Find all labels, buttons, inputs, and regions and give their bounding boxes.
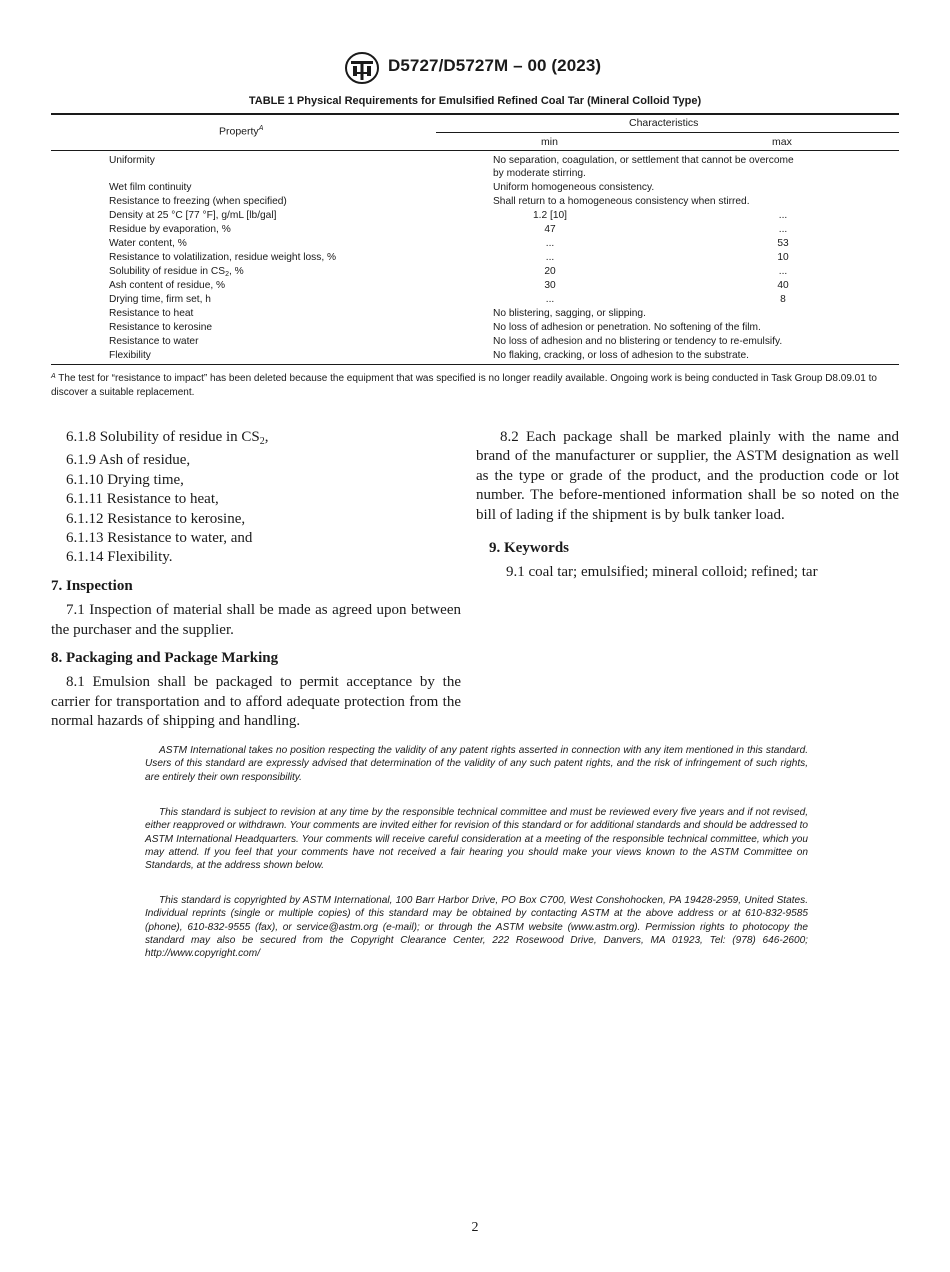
row-property: Uniformity [109,155,155,166]
row-property: Resistance to heat [109,308,194,319]
document-designation: D5727/D5727M – 00 (2023) [388,56,602,75]
paragraph-8-2: 8.2 Each package shall be marked plainly with the name and brand of the manufacturer or supplier, the ASTM designation as well as the type or grade of the product, and the production code or lot number. The before-mentioned information shall be so noted on the bill of lading if the shipment is by bulk tanker load. [476,429,899,523]
table-top-rule [51,113,899,115]
row-property: Resistance to kerosine [109,322,213,333]
row-max: 53 [777,238,789,249]
row-min: 47 [544,224,556,235]
list-item: 6.1.9 Ash of residue, [66,452,191,469]
table-title: TABLE 1 Physical Requirements for Emulsified Refined Coal Tar (Mineral Colloid Type) [248,95,702,107]
footnote-mark: A [258,125,264,132]
row-characteristic: Shall return to a homogeneous consistency when stirred. [493,196,750,207]
row-property: Residue by evaporation, % [109,224,231,235]
row-property: Water content, % [109,238,187,249]
row-min: 30 [544,280,556,291]
row-max: ... [778,224,788,235]
row-min: ... [545,252,555,263]
row-property: Density at 25 °C [77 °F], g/mL [lb/gal] [109,210,277,221]
row-characteristic: No separation, coagulation, or settlement that cannot be overcome by moderate stirring. [493,155,794,179]
footnote-mark: A [51,373,56,380]
row-property: Ash content of residue, % [109,280,226,291]
section-heading-inspection: 7. Inspection [51,577,133,594]
row-min: 20 [544,266,556,277]
revision-notice: This standard is subject to revision at any time by the responsible technical committee and must be reviewed every five years and if not revised, either reapproved or withdrawn. Your comments are invited either for revision of this standard or for additional standards and should be addressed to ASTM International Headquarters. Your comments will receive careful consideration at a meeting of the responsible technical committee, which you may attend. If you feel that your comments have not received a fair hearing you should make your views known to the ASTM Committee on Standards, at the address shown below. [145,807,809,872]
table-header-property: Property$^A$ [219,125,264,138]
row-characteristic: Uniform homogeneous consistency. [493,182,655,193]
table-header-sub-rule [436,132,899,133]
list-item: 6.1.13 Resistance to water, and [66,530,253,547]
row-max: ... [778,266,788,277]
left-column [51,428,461,732]
row-max: 40 [777,280,789,291]
table-bottom-rule [51,364,899,365]
paragraph-8-1: 8.1 Emulsion shall be packaged to permit acceptance by the carrier for transportation and to afford adequate protection from the normal hazards of shipping and handling. [51,674,461,730]
row-property: Wet film continuity [109,182,192,193]
page-header [0,52,950,84]
row-property: Flexibility [109,350,151,361]
row-property: Solubility of residue in $CS_2$, % [109,266,244,278]
patent-notice: ASTM International takes no position respecting the validity of any patent rights asserted in connection with any item mentioned in this standard. Users of this standard are expressly advised that determination of the validity of any such patent rights, and the risk of infringement of such rights, are entirely their own responsibility. [145,745,808,783]
list-item: 6.1.11 Resistance to heat, [66,491,219,508]
list-item: 6.1.8 Solubility of residue in $CS_2$, [66,429,269,447]
paragraph-9-1: 9.1 coal tar; emulsified; mineral colloid; refined; tar [506,564,818,581]
list-item: 6.1.14 Flexibility. [66,549,173,566]
right-column [476,428,899,583]
page-number: 2 [471,1220,479,1235]
table-footnote: $^A$ The test for “resistance to impact” has been deleted because the equipment that was specified is no longer readily available. Ongoing work is being conducted in Task Group D8.09.01 to discover a suitable replacement. [51,373,877,398]
table-header-rule [51,150,899,151]
row-property: Drying time, firm set, h [109,294,211,305]
row-min: 1.2 [10] [533,210,567,221]
section-heading-packaging: 8. Packaging and Package Marking [51,650,279,667]
list-item: 6.1.10 Drying time, [66,471,184,488]
row-characteristic: No blistering, sagging, or slipping. [493,308,646,319]
table-header-min: min [541,136,558,148]
row-property: Resistance to freezing (when specified) [109,196,287,207]
table-header-max: max [772,136,792,148]
row-characteristic: No flaking, cracking, or loss of adhesion to the substrate. [493,350,749,361]
table-header-characteristics: Characteristics [629,117,699,129]
row-characteristic: No loss of adhesion or penetration. No softening of the film. [493,322,761,333]
section-heading-keywords: 9. Keywords [489,540,569,557]
row-property: Resistance to water [109,336,199,347]
row-characteristic: No loss of adhesion and no blistering or tendency to re-emulsify. [493,336,783,347]
row-max: 10 [777,252,789,263]
row-max: 8 [780,294,786,305]
paragraph-7-1: 7.1 Inspection of material shall be made as agreed upon between the purchaser and the supplier. [51,602,461,638]
astm-logo-icon [344,52,380,84]
row-min: ... [545,294,555,305]
row-min: ... [545,238,555,249]
list-item: 6.1.12 Resistance to kerosine, [66,510,246,527]
copyright-notice: This standard is copyrighted by ASTM International, 100 Barr Harbor Drive, PO Box C700, West Conshohocken, PA 19428-2959, United States. Individual reprints (single or multiple copies) of this standard may be obtained by contacting ASTM at the above address or at 610-832-9585 (phone), 610-832-9555 (fax), or service@astm.org (e-mail); or through the ASTM website (www.astm.org). Permission rights to photocopy the standard may also be secured from the Copyright Clearance Center, 222 Rosewood Drive, Danvers, MA 01923, Tel: (978) 646-2600; http://www.copyright.com/ [145,895,808,960]
row-max: ... [778,210,788,221]
row-property: Resistance to volatilization, residue weight loss, % [109,252,337,263]
